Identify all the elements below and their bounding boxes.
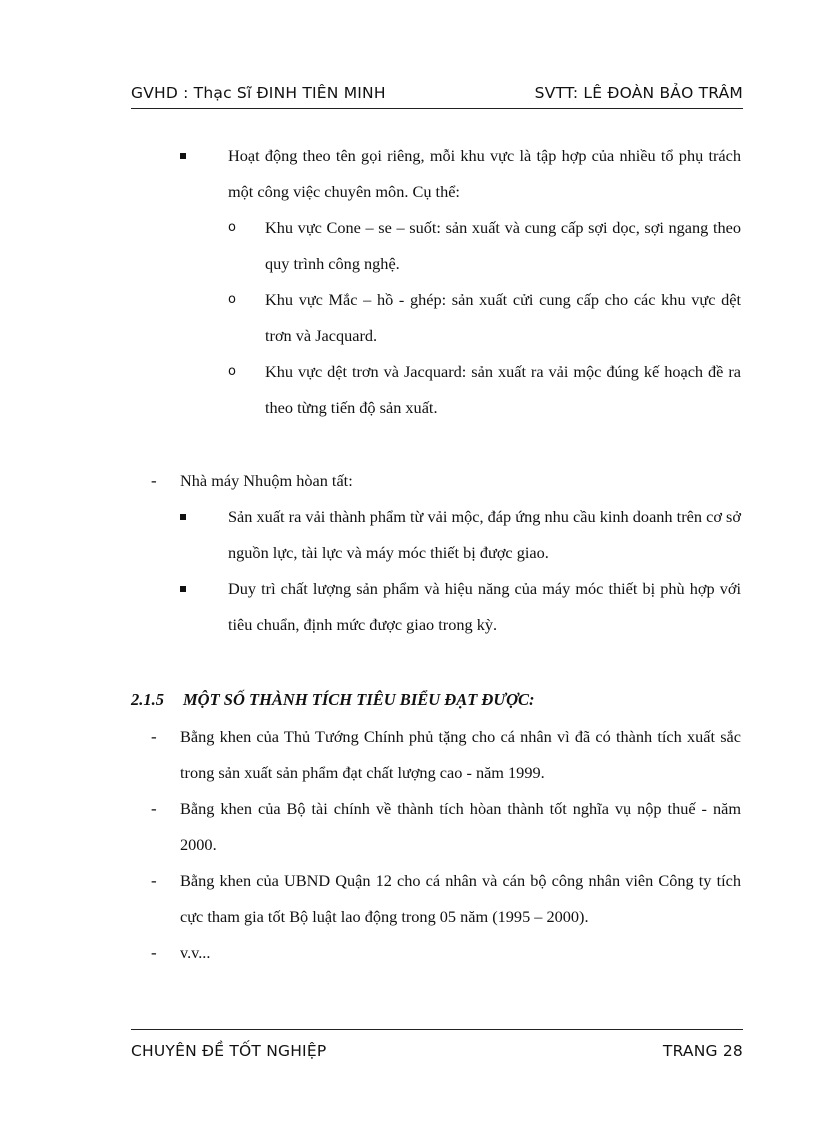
award-district-12: Bằng khen của UBND Quận 12 cho cá nhân và cán bộ công nhân viên Công ty tích cực tham gia tốt Bộ luật lao động trong 05 năm (1995 – 2000). [180,871,741,926]
footer-title: CHUYÊN ĐỀ TỐT NGHIỆP [131,1042,327,1060]
page-header [131,84,743,108]
section-heading [131,686,535,714]
award-prime-minister: Bằng khen của Thủ Tướng Chính phủ tặng cho cá nhân vì đã có thành tích xuất sắc trong sản xuất sản phẩm đạt chất lượng cao - năm 1999. [180,727,741,782]
dyeing-plant-heading: Nhà máy Nhuộm hòan tất: [180,471,353,490]
square-bullet-icon [180,571,186,607]
sub-item-mac-ho-ghep: Khu vực Mắc – hồ - ghép: sản xuất cửi cung cấp cho các khu vực dệt trơn và Jacquard. [265,290,741,345]
dash-bullet-icon: - [151,471,157,490]
header-student: SVTT: LÊ ĐOÀN BẢO TRÂM [534,84,743,102]
bullet-quality-maintenance: Duy trì chất lượng sản phẩm và hiệu năng của máy móc thiết bị phù hợp với tiêu chuẩn, định mức được giao trong kỳ. [228,579,741,634]
bullet-finished-fabric: Sản xuất ra vải thành phẩm từ vải mộc, đáp ứng nhu cầu kinh doanh trên cơ sở nguồn lực, tài lực và máy móc thiết bị được giao. [228,507,741,562]
square-bullet-icon [180,499,186,535]
circle-bullet-icon: o [228,292,236,307]
circle-bullet-icon: o [228,220,236,235]
header-advisor: GVHD : Thạc Sĩ ĐINH TIÊN MINH [131,84,386,102]
dash-bullet-icon: - [151,727,157,746]
footer-divider [131,1029,743,1030]
award-etc: v.v... [180,943,211,962]
section-number: 2.1.5 [131,690,164,709]
header-divider [131,108,743,109]
circle-bullet-icon: o [228,364,236,379]
page-footer [131,1042,743,1066]
section-title: MỘT SỐ THÀNH TÍCH TIÊU BIỂU ĐẠT ĐƯỢC: [183,690,535,709]
page-number: TRANG 28 [662,1042,743,1060]
sub-item-cone-se-suot: Khu vực Cone – se – suốt: sản xuất và cung cấp sợi dọc, sợi ngang theo quy trình công nghệ. [265,218,741,273]
dash-bullet-icon: - [151,871,157,890]
award-ministry-finance: Bằng khen của Bộ tài chính về thành tích hòan thành tốt nghĩa vụ nộp thuế - năm 2000. [180,799,741,854]
dash-bullet-icon: - [151,943,157,962]
dash-bullet-icon: - [151,799,157,818]
square-bullet-icon [180,138,186,174]
bullet-zones-description: Hoạt động theo tên gọi riêng, mỗi khu vực là tập hợp của nhiều tổ phụ trách một công việc chuyên môn. Cụ thể: [228,146,741,201]
sub-item-det-tron-jacquard: Khu vực dệt trơn và Jacquard: sản xuất ra vải mộc đúng kế hoạch đề ra theo từng tiến độ sản xuất. [265,362,741,417]
